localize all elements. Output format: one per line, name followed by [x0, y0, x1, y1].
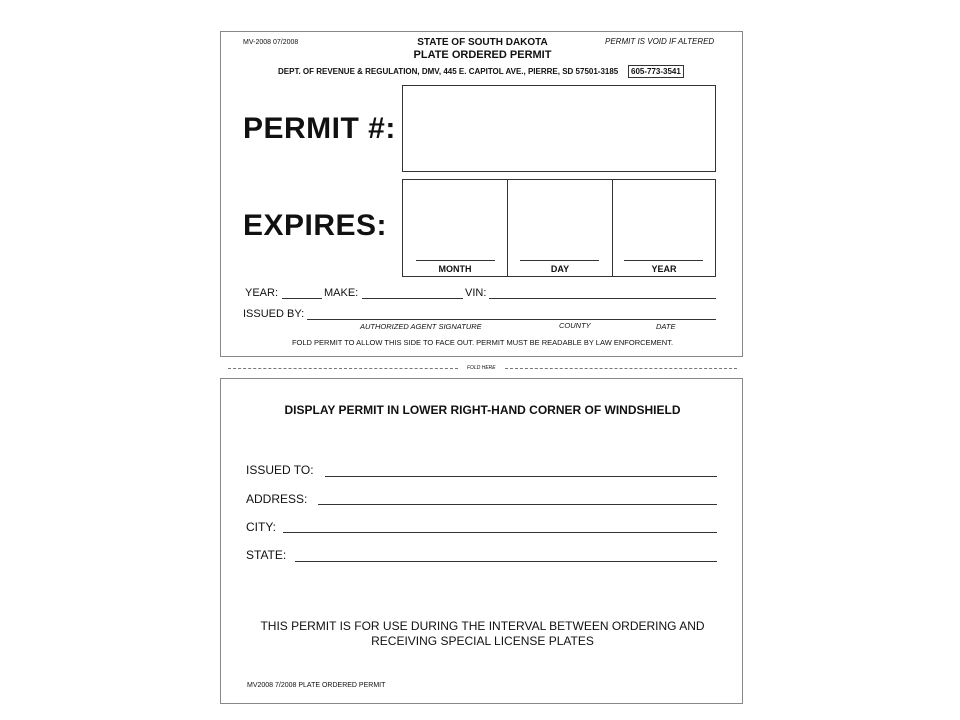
vehicle-year-field[interactable] — [282, 298, 322, 299]
agent-signature-caption: AUTHORIZED AGENT SIGNATURE — [360, 322, 482, 331]
make-label: MAKE: — [324, 287, 359, 299]
permit-front-panel — [220, 31, 743, 357]
vehicle-year-label: YEAR: — [245, 287, 279, 299]
city-field[interactable] — [283, 532, 717, 533]
state-title: STATE OF SOUTH DAKOTA — [417, 37, 548, 48]
display-instruction: DISPLAY PERMIT IN LOWER RIGHT-HAND CORNER OF WINDSHIELD — [284, 403, 681, 417]
issued-by-label: ISSUED BY: — [243, 308, 305, 320]
year-entry-line — [624, 260, 703, 261]
issued-to-label: ISSUED TO: — [246, 463, 314, 477]
make-field[interactable] — [362, 298, 463, 299]
issued-by-field[interactable] — [307, 319, 716, 320]
fold-line-left — [228, 368, 458, 369]
county-caption: COUNTY — [559, 321, 591, 330]
form-code: MV-2008 07/2008 — [243, 39, 299, 46]
state-field[interactable] — [295, 561, 717, 562]
fold-instruction: FOLD PERMIT TO ALLOW THIS SIDE TO FACE OUT. PERMIT MUST BE READABLE BY LAW ENFORCEMENT. — [291, 338, 674, 347]
state-label: STATE: — [246, 548, 287, 562]
dept-address: DEPT. OF REVENUE & REGULATION, DMV, 445 E. CAPITOL AVE., PIERRE, SD 57501-3185 — [278, 67, 619, 76]
month-entry-line — [416, 260, 495, 261]
usage-note-line-2: RECEIVING SPECIAL LICENSE PLATES — [371, 634, 594, 648]
expires-label: EXPIRES: — [243, 209, 388, 242]
permit-number-label: PERMIT #: — [243, 112, 396, 145]
address-label: ADDRESS: — [246, 492, 308, 506]
expires-year-cell[interactable] — [613, 180, 715, 276]
expiration-date-grid — [402, 179, 716, 277]
address-field[interactable] — [318, 504, 717, 505]
city-label: CITY: — [246, 520, 277, 534]
permit-back-panel — [220, 378, 743, 704]
issued-to-field[interactable] — [325, 476, 717, 477]
permit-number-field[interactable] — [402, 85, 716, 172]
vin-label: VIN: — [465, 287, 487, 299]
fold-here-label: FOLD HERE — [467, 365, 496, 371]
day-entry-line — [520, 260, 599, 261]
phone-number: 605-773-3541 — [628, 65, 684, 78]
footer-form-code: MV2008 7/2008 PLATE ORDERED PERMIT — [247, 682, 386, 689]
fold-line-right — [505, 368, 737, 369]
year-label: YEAR — [651, 264, 677, 274]
expires-month-cell[interactable] — [403, 180, 508, 276]
void-notice: PERMIT IS VOID IF ALTERED — [605, 37, 715, 46]
vin-field[interactable] — [489, 298, 716, 299]
expires-day-cell[interactable] — [508, 180, 613, 276]
form-title: PLATE ORDERED PERMIT — [413, 49, 552, 61]
usage-note-line-1: THIS PERMIT IS FOR USE DURING THE INTERVAL BETWEEN ORDERING AND — [260, 619, 705, 633]
date-caption: DATE — [656, 322, 676, 331]
month-label: MONTH — [438, 264, 472, 274]
day-label: DAY — [550, 264, 570, 274]
